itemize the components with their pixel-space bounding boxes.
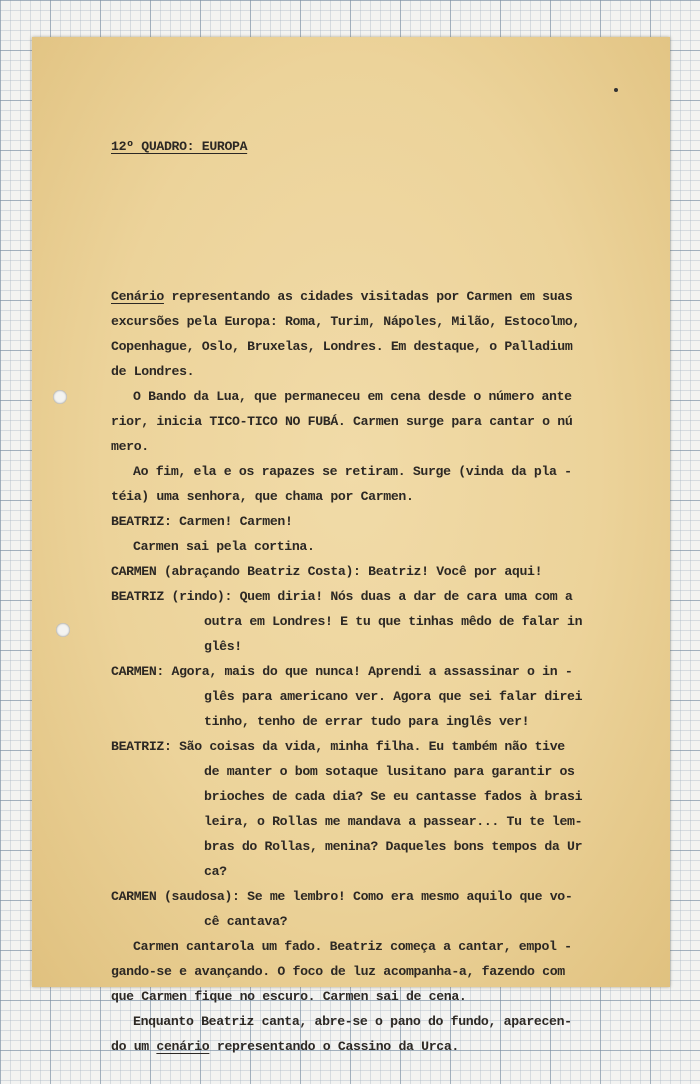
script-line [111, 559, 591, 584]
script-line [111, 859, 591, 884]
script-line [111, 934, 591, 959]
line-text: glês para americano ver. Agora que sei falar direi [204, 689, 583, 704]
script-line [111, 884, 591, 909]
script-line [111, 484, 591, 509]
script-line [111, 384, 591, 409]
script-line [111, 309, 591, 334]
underlined-word: cenário [156, 1039, 210, 1054]
script-line [111, 434, 591, 459]
line-text: bras do Rollas, menina? Daqueles bons tempos da Ur [204, 839, 583, 854]
script-line [111, 609, 591, 634]
line-text: CARMEN: Agora, mais do que nunca! Aprendi a assassinar o in - [111, 664, 573, 679]
script-line [111, 634, 591, 659]
script-line [111, 809, 591, 834]
script-line [111, 509, 591, 534]
line-text: O Bando da Lua, que permaneceu em cena desde o número ante [133, 389, 572, 404]
underlined-word: Cenário [111, 289, 164, 304]
line-text: BEATRIZ: Carmen! Carmen! [111, 514, 293, 529]
blank-line [111, 209, 591, 234]
script-line [111, 659, 591, 684]
line-text: de Londres. [111, 364, 195, 379]
line-text: representando o Cassino da Urca. [209, 1039, 459, 1054]
script-line [111, 984, 591, 1009]
line-text: téia) uma senhora, que chama por Carmen. [111, 489, 414, 504]
line-text: Enquanto Beatriz canta, abre-se o pano do fundo, aparecen- [133, 1014, 572, 1029]
line-text: glês! [204, 639, 242, 654]
line-text: ca? [204, 864, 227, 879]
script-line [111, 1034, 591, 1059]
script-line [111, 1009, 591, 1034]
script-line [111, 534, 591, 559]
script-line [111, 784, 591, 809]
page-heading: 12º QUADRO: EUROPA [111, 139, 248, 154]
line-text: Copenhague, Oslo, Bruxelas, Londres. Em destaque, o Palladium [111, 339, 573, 354]
line-text: que Carmen fique no escuro. Carmen sai de cena. [111, 989, 467, 1004]
line-text: de manter o bom sotaque lusitano para garantir os [204, 764, 575, 779]
script-line [111, 709, 591, 734]
line-text: tinho, tenho de errar tudo para inglês ver! [204, 714, 530, 729]
script-line [111, 334, 591, 359]
line-text: Carmen sai pela cortina. [133, 539, 315, 554]
script-line [111, 834, 591, 859]
script-line [111, 959, 591, 984]
line-text: Carmen cantarola um fado. Beatriz começa a cantar, empol - [133, 939, 572, 954]
line-text: excursões pela Europa: Roma, Turim, Nápoles, Milão, Estocolmo, [111, 314, 580, 329]
punch-hole-bottom [56, 623, 70, 637]
line-text: do um [111, 1039, 157, 1054]
script-lines [111, 284, 591, 1059]
line-text: representando as cidades visitadas por Carmen em suas [163, 289, 573, 304]
line-text: brioches de cada dia? Se eu cantasse fados à brasi [204, 789, 583, 804]
line-text: outra em Londres! E tu que tinhas mêdo de falar in [204, 614, 583, 629]
punch-hole-top [53, 390, 67, 404]
line-text: gando-se e avançando. O foco de luz acompanha-a, fazendo com [111, 964, 565, 979]
script-line [111, 459, 591, 484]
script-line [111, 759, 591, 784]
line-text: leira, o Rollas me mandava a passear... Tu te lem- [204, 814, 583, 829]
line-text: CARMEN (saudosa): Se me lembro! Como era mesmo aquilo que vo- [111, 889, 573, 904]
line-text: mero. [111, 439, 149, 454]
script-line [111, 284, 591, 309]
line-text: CARMEN (abraçando Beatriz Costa): Beatriz! Você por aqui! [111, 564, 543, 579]
line-text: rior, inicia TICO-TICO NO FUBÁ. Carmen surge para cantar o nú [111, 414, 573, 429]
line-text: cê cantava? [204, 914, 288, 929]
typed-script [111, 84, 591, 1084]
script-line [111, 409, 591, 434]
script-line [111, 909, 591, 934]
line-text: Ao fim, ela e os rapazes se retiram. Surge (vinda da pla - [133, 464, 572, 479]
ink-dot [614, 88, 618, 92]
script-line [111, 584, 591, 609]
line-text: BEATRIZ: São coisas da vida, minha filha. Eu também não tive [111, 739, 565, 754]
line-text: BEATRIZ (rindo): Quem diria! Nós duas a dar de cara uma com a [111, 589, 573, 604]
script-line [111, 359, 591, 384]
script-line [111, 734, 591, 759]
script-line [111, 684, 591, 709]
